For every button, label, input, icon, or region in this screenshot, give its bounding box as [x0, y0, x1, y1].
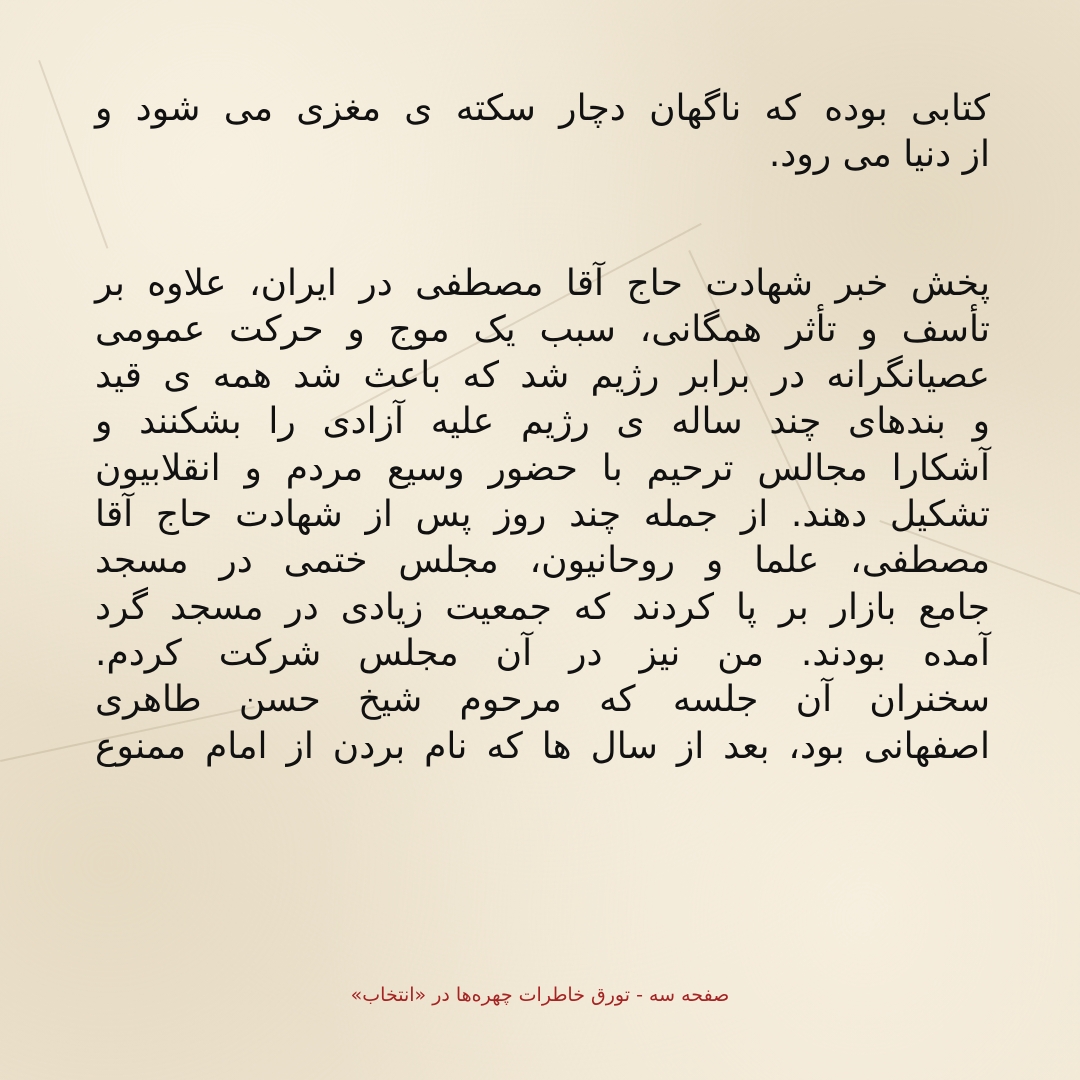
- paragraph-2: [95, 261, 990, 770]
- paragraph-1: [95, 86, 990, 179]
- text-line: آمده بودند. من نیز در آن مجلس شرکت کردم.: [95, 632, 990, 674]
- text-line: پخش خبر شهادت حاج آقا مصطفی در ایران، علاوه بر: [95, 262, 990, 304]
- text-line: از دنیا می رود.: [768, 134, 990, 176]
- paragraph-gap: [95, 179, 990, 261]
- document-page: [95, 86, 990, 770]
- text-line: مصطفی، علما و روحانیون، مجلس ختمی در مسجد: [95, 540, 990, 582]
- text-line: تشکیل دهند. از جمله چند روز پس از شهادت حاج آقا: [95, 494, 990, 536]
- page-caption: صفحه سه - تورق خاطرات چهره‌ها در «انتخاب»: [350, 984, 730, 1006]
- text-line: و بندهای چند ساله ی رژیم علیه آزادی را بشکنند و: [95, 401, 990, 443]
- text-line: تأسف و تأثر همگانی، سبب یک موج و حرکت عمومی: [95, 308, 990, 350]
- text-line: اصفهانی بود، بعد از سال ها که نام بردن از امام ممنوع: [95, 725, 990, 767]
- text-line: جامع بازار بر پا کردند که جمعیت زیادی در مسجد گرد: [95, 586, 990, 628]
- text-line: عصیانگرانه در برابر رژیم شد که باعث شد همه ی قید: [95, 355, 990, 397]
- text-line: سخنران آن جلسه که مرحوم شیخ حسن طاهری: [95, 679, 990, 721]
- text-line: کتابی بوده که ناگهان دچار سکته ی مغزی می شود و: [95, 88, 990, 129]
- text-line: آشکارا مجالس ترحیم با حضور وسیع مردم و انقلابیون: [95, 447, 990, 489]
